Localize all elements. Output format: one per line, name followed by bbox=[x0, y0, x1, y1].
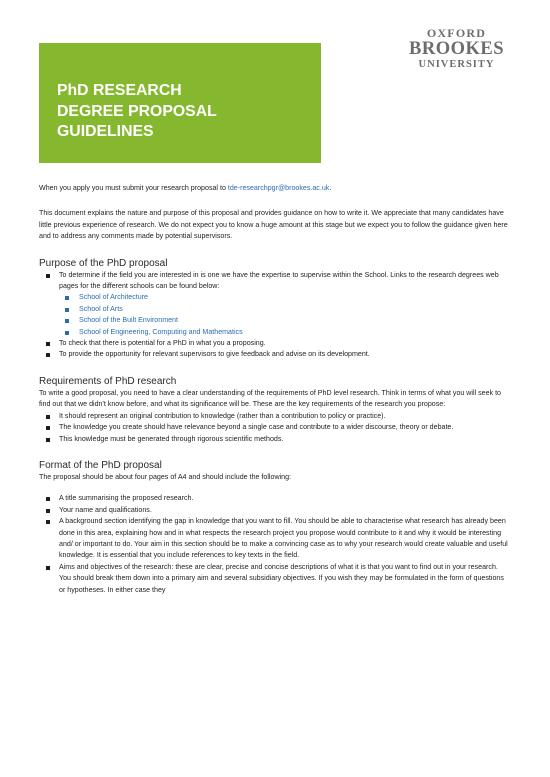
list-item: A background section identifying the gap in knowledge that you want to fill. You should be able to characterise what research has already been done in this area, explaining how and in what respects the research project you propose would contribute to it and why it would be interesting and/ or important to do. Your aim in this section should be to make a convincing case as to why your research would create valuable and useful knowledge. It is essential that you include references to key texts in the field. bbox=[39, 516, 511, 562]
page-title bbox=[57, 81, 317, 143]
format-paragraph: The proposal should be about four pages of A4 and should include the following: bbox=[39, 472, 292, 481]
intro-paragraph: This document explains the nature and purpose of this proposal and provides guidance on how to write it. We appreciate that many candidates have little previous experience of research. We do not expect you to know a huge amount at this stage but we expect you to follow the guidance given here and to address any comments made by potential supervisors. bbox=[39, 209, 508, 241]
title-line: PhD RESEARCH bbox=[57, 82, 182, 99]
list-item: It should represent an original contribution to knowledge (rather than a contribution to policy or practice). bbox=[39, 411, 511, 422]
section-heading-requirements: Requirements of PhD research bbox=[39, 375, 177, 387]
list-item: This knowledge must be generated through rigorous scientific methods. bbox=[39, 434, 511, 445]
school-link[interactable]: School of Architecture bbox=[59, 292, 511, 303]
list-item: To provide the opportunity for relevant supervisors to give feedback and advise on its development. bbox=[39, 349, 511, 360]
list-item: A title summarising the proposed research. bbox=[39, 493, 511, 504]
title-line: GUIDELINES bbox=[57, 123, 154, 140]
logo-line-oxford: OXFORD bbox=[426, 26, 487, 40]
format-list bbox=[39, 493, 511, 596]
section-heading-format: Format of the PhD proposal bbox=[39, 459, 162, 471]
requirements-paragraph: To write a good proposal, you need to have a clear understanding of the requirements of PhD level research. Think in terms of what you will seek to find out that we didn't know before, and what its significance will be. These are the key requirements of the research you propose: bbox=[39, 388, 502, 409]
school-link[interactable]: School of Arts bbox=[59, 304, 511, 315]
logo-line-brookes: BROOKES bbox=[409, 39, 504, 59]
logo-line-university: UNIVERSITY bbox=[418, 58, 495, 70]
requirements-list bbox=[39, 411, 511, 445]
submit-text: When you apply you must submit your research proposal to bbox=[39, 184, 228, 192]
submit-end: . bbox=[329, 184, 332, 192]
purpose-list bbox=[39, 270, 511, 361]
school-link[interactable]: School of Engineering, Computing and Mathematics bbox=[59, 327, 511, 338]
list-item: The knowledge you create should have relevance beyond a single case and contribute to a wider discourse, theory or debate. bbox=[39, 422, 511, 433]
list-item: Your name and qualifications. bbox=[39, 505, 511, 516]
email-link[interactable]: tde-researchpgr@brookes.ac.uk bbox=[227, 184, 330, 192]
list-item: To check that there is potential for a PhD in what you a proposing. bbox=[39, 338, 511, 349]
list-item: Aims and objectives of the research: these are clear, precise and concise descriptions of what it is that you want to find out in your research. You should break them down into a primary aim and several subsidiary objectives. If you wish they may be formulated in the form of questions or hypotheses. In either case they bbox=[39, 562, 511, 596]
list-item: To determine if the field you are interested in is one we have the expertise to supervise within the School. Links to the research degrees web pages for the different schools can be found below: School of Architecture School of Arts School of the Built Environment School of Engineering, Computing and Mathematics bbox=[39, 270, 511, 338]
document-body bbox=[39, 183, 511, 596]
section-heading-purpose: Purpose of the PhD proposal bbox=[39, 257, 168, 269]
school-link[interactable]: School of the Built Environment bbox=[59, 315, 511, 326]
title-line: DEGREE PROPOSAL bbox=[57, 102, 217, 120]
submit-paragraph bbox=[39, 183, 511, 194]
school-links bbox=[39, 292, 511, 338]
university-logo bbox=[403, 27, 510, 70]
